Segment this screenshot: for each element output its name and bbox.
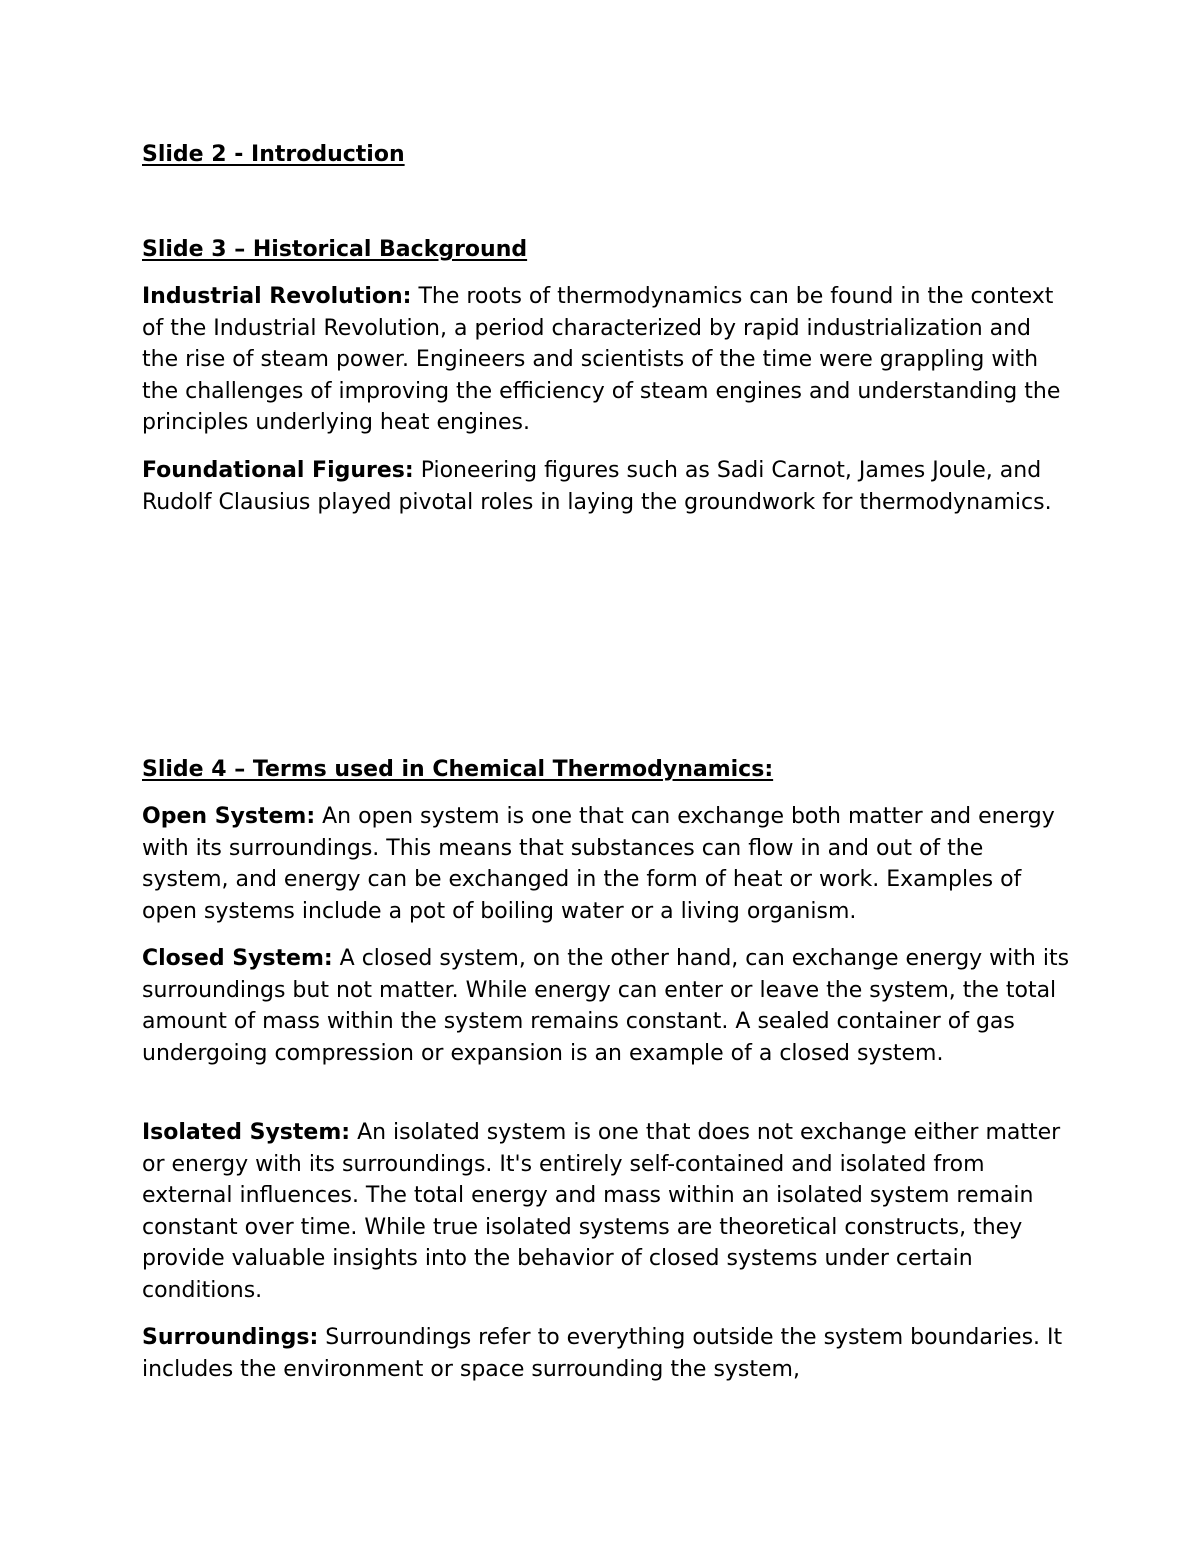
foundational-figures-paragraph [142,455,1072,518]
closed-system-term: Closed System: [142,946,333,971]
industrial-revolution-paragraph [142,281,1072,439]
isolated-system-term: Isolated System: [142,1120,351,1145]
open-system-term: Open System: [142,804,316,829]
closed-system-text: A closed system, on the other hand, can exchange energy with its surroundings but not matter. While energy can enter or leave the system, the total amount of mass within the system remains constant. A sealed container of gas undergoing compression or expansion is an example of a closed system. [142,946,1070,1066]
isolated-system-text: An isolated system is one that does not exchange either matter or energy with its surroundings. It's entirely self-contained and isolated from external influences. The total energy and mass within an isolated system remain constant over time. While true isolated systems are theoretical constructs, they provide valuable insights into the behavior of closed systems under certain conditions. [142,1120,1061,1303]
slide-3-heading: Slide 3 – Historical Background [142,237,528,262]
surroundings-term: Surroundings: [142,1325,319,1350]
industrial-revolution-term: Industrial Revolution: [142,284,412,309]
surroundings-text: Surroundings refer to everything outside the system boundaries. It includes the environment or space surrounding the system, [142,1325,1063,1382]
isolated-system-paragraph [142,1117,1072,1307]
closed-system-paragraph [142,943,1072,1069]
slide-4-heading: Slide 4 – Terms used in Chemical Thermodynamics: [142,757,774,782]
slide-2-heading: Slide 2 - Introduction [142,142,405,167]
open-system-text: An open system is one that can exchange both matter and energy with its surroundings. This means that substances can flow in and out of the system, and energy can be exchanged in the form of heat or work. Examples of open systems include a pot of boiling water or a living organism. [142,804,1055,924]
foundational-figures-text: Pioneering figures such as Sadi Carnot, James Joule, and Rudolf Clausius played pivotal roles in laying the groundwork for thermodynamics. [142,458,1052,515]
foundational-figures-term: Foundational Figures: [142,458,414,483]
industrial-revolution-text: The roots of thermodynamics can be found in the context of the Industrial Revolution, a period characterized by rapid industrialization and the rise of steam power. Engineers and scientists of the time were grappling with the challenges of improving the efficiency of steam engines and understanding the principles underlying heat engines. [142,284,1061,436]
open-system-paragraph [142,801,1072,927]
surroundings-paragraph [142,1322,1072,1385]
